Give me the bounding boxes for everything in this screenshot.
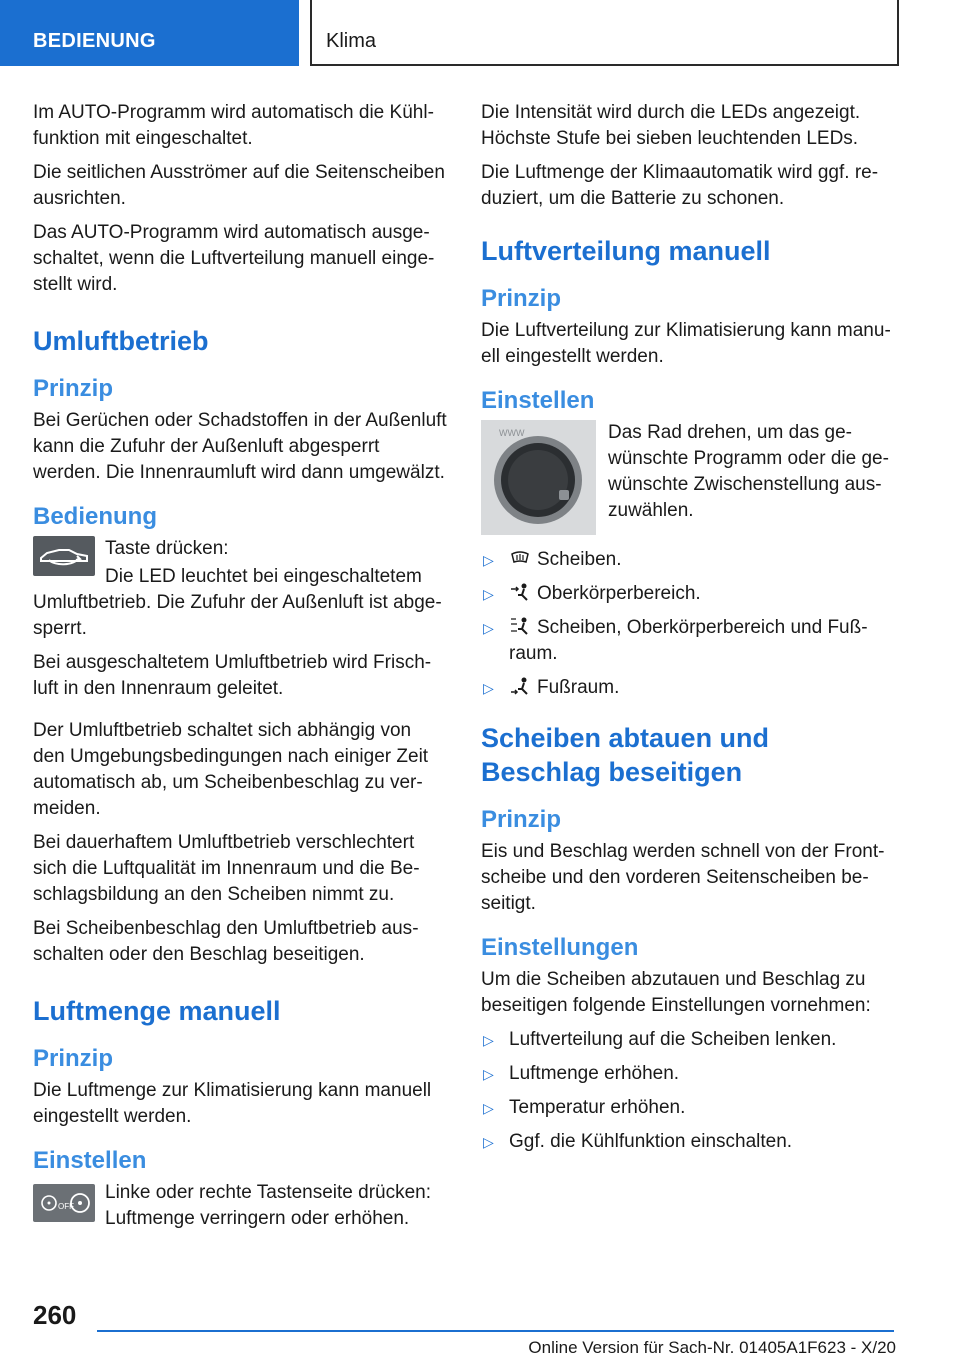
fan-figure-row bbox=[33, 1180, 448, 1240]
footwell-icon bbox=[509, 676, 531, 696]
subheading-prinzip: Prinzip bbox=[481, 285, 562, 312]
intro-paragraph: Die seitlichen Ausströmer auf die Seitenscheiben ausrichten. bbox=[33, 162, 445, 209]
list-item bbox=[481, 1129, 896, 1155]
section-tab bbox=[0, 0, 299, 66]
body-text: Linke oder rechte Tastenseite drücken: Luftmenge verringern oder erhöhen. bbox=[105, 1182, 432, 1229]
left-column bbox=[33, 100, 448, 1240]
body-text: Das Rad drehen, um das gewünschte Programm oder die gewünschte Zwischenstellung auszuwählen. bbox=[608, 422, 889, 521]
upper-body-icon bbox=[509, 582, 531, 602]
triangle-bullet-icon: ▷ bbox=[483, 1100, 494, 1116]
recirculation-icon bbox=[33, 536, 95, 576]
list-item bbox=[481, 1095, 896, 1121]
topic-label: Klima bbox=[326, 30, 377, 52]
list-item bbox=[481, 1027, 896, 1053]
note-paragraph: Bei dauerhaftem Umluftbetrieb verschlechtert sich die Luftqualität im Innenraum und die Beschlagsbildung an den Scheiben nimmt zu. bbox=[33, 832, 420, 905]
fan-icon bbox=[33, 1184, 95, 1222]
intro-paragraph: Im AUTO-Programm wird automatisch die Kühlfunktion mit eingeschaltet. bbox=[33, 102, 434, 149]
intro-paragraph: Die Intensität wird durch die LEDs angezeigt. Höchste Stufe bei sieben leuchtenden LEDs. bbox=[481, 102, 861, 149]
footer-divider bbox=[97, 1330, 894, 1332]
section-heading-verteilung: Luftverteilung manuell bbox=[481, 236, 771, 266]
list-item bbox=[481, 615, 896, 667]
subheading-einstellungen: Einstellungen bbox=[481, 934, 639, 961]
note-paragraph: Der Umluftbetrieb schaltet sich abhängig von den Umgebungsbedingungen nach einiger Zeit automatisch ab, um Scheibenbeschlag zu vermeiden. bbox=[33, 720, 429, 819]
recirculation-button-image bbox=[33, 536, 95, 576]
footer-version: Online Version für Sach-Nr. 01405A1F623 - X/20 bbox=[528, 1338, 896, 1357]
triangle-bullet-icon: ▷ bbox=[483, 552, 494, 568]
right-column bbox=[481, 100, 896, 1163]
triangle-bullet-icon: ▷ bbox=[483, 620, 494, 636]
svg-text:OFF: OFF bbox=[58, 1202, 74, 1211]
list-item-text: Temperatur erhöhen. bbox=[509, 1097, 686, 1118]
rotary-knob-icon bbox=[481, 420, 596, 535]
list-item-text: Scheiben, Oberkörperbereich und Fußraum. bbox=[509, 617, 868, 664]
list-item bbox=[481, 675, 896, 701]
list-item-text: Ggf. die Kühlfunktion einschalten. bbox=[509, 1131, 793, 1152]
defrost-steps-list bbox=[481, 1027, 896, 1155]
body-text: Bei Gerüchen oder Schadstoffen in der Außenluft kann die Zufuhr der Außenluft abgesperrt werden. Die Innenraumluft wird dann umgewälzt. bbox=[33, 410, 447, 483]
distribution-list bbox=[481, 547, 896, 701]
list-item-text: Fußraum. bbox=[537, 677, 620, 698]
window-upper-feet-icon bbox=[509, 616, 531, 636]
intro-paragraph: Die Luftmenge der Klimaautomatik wird ggf. reduziert, um die Batterie zu schonen. bbox=[481, 162, 879, 209]
triangle-bullet-icon: ▷ bbox=[483, 1066, 494, 1082]
list-item-text: Luftmenge erhöhen. bbox=[509, 1063, 680, 1084]
triangle-bullet-icon: ▷ bbox=[483, 586, 494, 602]
triangle-bullet-icon: ▷ bbox=[483, 1032, 494, 1048]
section-heading-umluft: Umluftbetrieb bbox=[33, 326, 209, 356]
subheading-einstellen: Einstellen bbox=[33, 1147, 147, 1174]
triangle-bullet-icon: ▷ bbox=[483, 1134, 494, 1150]
list-item-text: Luftverteilung auf die Scheiben lenken. bbox=[509, 1029, 837, 1050]
subheading-prinzip: Prinzip bbox=[481, 806, 562, 833]
section-label: BEDIENUNG bbox=[33, 30, 156, 52]
subheading-prinzip: Prinzip bbox=[33, 1045, 114, 1072]
body-text: Die LED leuchtet bei eingeschaltetem Umluftbetrieb. Die Zufuhr der Außenluft ist abgesperrt. bbox=[33, 566, 442, 639]
triangle-bullet-icon: ▷ bbox=[483, 680, 494, 696]
note-paragraph: Bei Scheibenbeschlag den Umluftbetrieb ausschalten oder den Beschlag beseitigen. bbox=[33, 918, 419, 965]
fan-button-image bbox=[33, 1184, 95, 1222]
list-item bbox=[481, 1061, 896, 1087]
subheading-bedienung: Bedienung bbox=[33, 503, 157, 530]
subheading-einstellen: Einstellen bbox=[481, 387, 595, 414]
body-text: Bei ausgeschaltetem Umluftbetrieb wird Frischluft in den Innenraum geleitet. bbox=[33, 652, 432, 699]
body-text: Eis und Beschlag werden schnell von der Frontscheibe und den vorderen Seitenscheiben beseitigt. bbox=[481, 841, 885, 914]
svg-text:WWW: WWW bbox=[499, 428, 525, 438]
section-heading-luftmenge: Luftmenge manuell bbox=[33, 996, 281, 1026]
air-distribution-knob-image bbox=[481, 420, 596, 535]
page-number: 260 bbox=[33, 1300, 77, 1330]
body-text: Taste drücken: bbox=[105, 538, 229, 559]
list-item bbox=[481, 547, 896, 573]
intro-paragraph: Das AUTO-Programm wird automatisch ausgeschaltet, wenn die Luftverteilung manuell eingestellt wird. bbox=[33, 222, 435, 295]
windshield-icon bbox=[509, 548, 531, 568]
body-text: Um die Scheiben abzutauen und Beschlag zu beseitigen folgende Einstellungen vornehmen: bbox=[481, 969, 871, 1016]
body-text: Die Luftmenge zur Klimatisierung kann manuell eingestellt werden. bbox=[33, 1080, 432, 1127]
list-item-text: Oberkörperbereich. bbox=[537, 583, 701, 604]
knob-figure-row bbox=[481, 420, 896, 535]
body-text: Die Luftverteilung zur Klimatisierung kann manuell eingestellt werden. bbox=[481, 320, 891, 367]
list-item-text: Scheiben. bbox=[537, 549, 622, 570]
topic-header bbox=[310, 0, 899, 66]
subheading-prinzip: Prinzip bbox=[33, 375, 114, 402]
list-item bbox=[481, 581, 896, 607]
section-heading-abtauen: Scheiben abtauen und Beschlag beseitigen bbox=[481, 723, 770, 787]
